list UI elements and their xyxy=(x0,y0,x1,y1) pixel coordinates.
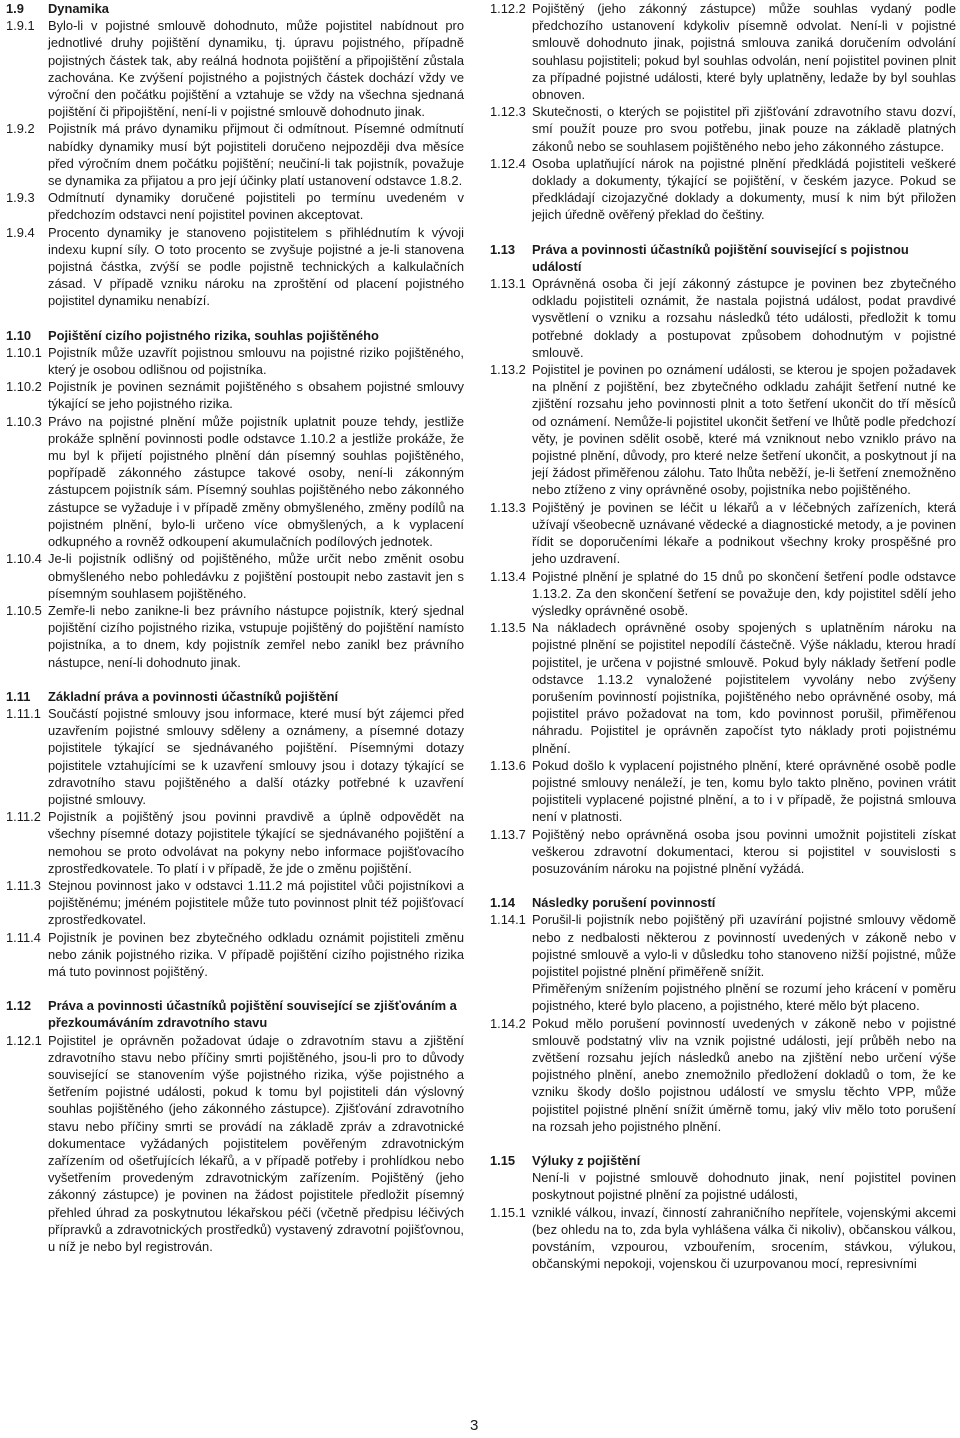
clause-number: 1.12.4 xyxy=(490,155,526,171)
heading-text: Následky porušení povinností xyxy=(532,895,716,911)
clause-text: Osoba uplatňující nárok na pojistné plnění předkládá pojistiteli veškeré doklady a dokumenty, týkající se pojištění, v českém jazyce. Pokud se předkládají cizojazyčné doklady a dokumenty, musí k nim být přiložen jejich úředně ověřený překlad do češtiny. xyxy=(532,155,956,223)
clause-number: 1.12.3 xyxy=(490,104,526,120)
clause-number: 1.14 xyxy=(490,895,516,911)
clause-number: 1.9.4 xyxy=(6,224,35,240)
clause-text: Zemře-li nebo zanikne-li bez právního nástupce pojistník, který sjednal pojištění cizího pojistného rizika, vstupuje pojištěný do pojištění namísto pojistníka, a to dnem, kdy pojistník zemřel nebo zanikl bez právního nástupce, není-li dohodnuto jinak. xyxy=(48,602,464,670)
clause-paragraph xyxy=(6,808,464,877)
right-column xyxy=(490,0,956,1272)
left-column xyxy=(6,0,464,1255)
clause-text: Oprávněná osoba či její zákonný zástupce je povinen bez zbytečného odkladu pojistiteli oznámit, že nastala pojistná událost, podat pravdivé vysvětlení o vzniku a rozsahu následků této události, předložit k tomu potřebné doklady a postupovat způsobem dohodnutým v pojistné smlouvě. xyxy=(532,276,956,360)
heading-text: Základní práva a povinnosti účastníků pojištění xyxy=(48,688,339,704)
clause-number: 1.10 xyxy=(6,327,32,343)
clause-paragraph xyxy=(490,757,956,826)
clause-text: Pokud mělo porušení povinností uvedených v zákoně nebo v pojistné smlouvě podstatný vliv na vznik pojistné události, její průběh nebo na zvětšení rozsahu jejích následků anebo na zjištění nebo určení výše pojistného plnění, anebo znemožnilo předložení dokladů o tom, že ke vzniku škody došlo pojistnou událostí ve smyslu těchto VPP, může pojistitel pojistné plnění snížit úměrně tomu, jaký vliv mělo toto porušení na rozsah jeho pojistného plnění. xyxy=(532,1015,956,1134)
clause-number: 1.11.4 xyxy=(6,929,41,945)
clause-text: Přiměřeným snížením pojistného plnění se rozumí jeho krácení v poměru pojistného, které bylo placeno, a pojistného, které mělo být placeno. xyxy=(532,981,956,1014)
clause-paragraph xyxy=(490,568,956,620)
clause-text: Pojistník a pojištěný jsou povinni pravdivě a úplně odpovědět na všechny písemné dotazy pojistitele týkající se sjednávaného pojištění a nemohou se proto odvolávat na pokyny nebo informace pojišťovacího zprostředkovatele. To platí i v případě, že jde o změnu pojištění. xyxy=(48,809,464,876)
clause-number: 1.13.5 xyxy=(490,620,526,636)
clause-number: 1.9.3 xyxy=(6,190,35,206)
section-gap xyxy=(490,1135,956,1152)
heading-text: Práva a povinnosti účastníků pojištění související se zjišťováním a přezkoumáváním zdravotního stavu xyxy=(48,998,457,1031)
clause-number: 1.14.1 xyxy=(490,912,526,928)
clause-text: Pojistník může uzavřít pojistnou smlouvu na pojistné riziko pojištěného, který je osobou odlišnou od pojistníka. xyxy=(48,344,464,378)
clause-number: 1.12.2 xyxy=(490,1,526,16)
clause-paragraph xyxy=(6,705,464,808)
clause-number: 1.12.1 xyxy=(6,1032,42,1048)
clause-paragraph xyxy=(490,826,956,878)
clause-text: Pokud došlo k vyplacení pojistného plnění, které oprávněné osobě podle pojistné smlouvy nenáleží, je ten, komu bylo takto plněno, povinen vrátit pojistiteli vyplacené pojistné plnění, a to i v případě, že pojistná smlouva není v platnosti. xyxy=(532,757,956,825)
clause-number: 1.9.1 xyxy=(6,18,35,34)
clause-text: Pojistné plnění je splatné do 15 dnů po skončení šetření podle odstavce 1.13.2. Za den skončení šetření se považuje den, kdy pojistitel sdělí jeho výsledky oprávněné osobě. xyxy=(532,568,956,618)
clause-text: Procento dynamiky je stanoveno pojistitelem s přihlédnutím k vývoji indexu kupní síly. O toto procento se zvyšuje pojistné a je-li stanovena pojistná částka, zvýší se podle pojistně technických a kalkulačních zásad. V případě vzniku nároku na zproštění od placení pojistného pojistitel dynamiku nenabízí. xyxy=(48,224,464,309)
clause-paragraph xyxy=(490,1169,956,1203)
section-heading xyxy=(490,241,956,275)
clause-paragraph xyxy=(490,361,956,499)
clause-text: Pojistník má právo dynamiku přijmout či odmítnout. Písemné odmítnutí nabídky dynamiky musí být pojistiteli doručeno nejpozději dva měsíce před výročním dnem počátku pojištění; neučiní-li tak pojistník, považuje se dynamika za přijatou a pro její účinky platí ustanovení odstavce 1.8.2. xyxy=(48,121,464,189)
clause-paragraph xyxy=(490,980,956,1014)
clause-text: Stejnou povinnost jako v odstavci 1.11.2 má pojistitel vůči pojistníkovi a pojištěnému; jméném pojistitele může tuto povinnost plnit též pojišťovací zprostředkovatel. xyxy=(48,877,464,928)
clause-paragraph xyxy=(6,929,464,981)
section-heading xyxy=(490,1152,956,1169)
clause-text: Pojištěný nebo oprávněná osoba jsou povinni umožnit pojistiteli získat veškerou zdravotní dokumentaci, kterou si pojistitel v souvislosti s posuzováním nároku na pojistné plnění vyžádá. xyxy=(532,826,956,876)
clause-text: Není-li v pojistné smlouvě dohodnuto jinak, není pojistitel povinen poskytnout pojistné plnění za pojistné události, xyxy=(532,1170,956,1203)
clause-text: Pojistitel je povinen po oznámení události, se kterou je spojen požadavek na plnění z pojištění, bez zbytečného odkladu zahájit šetření nutné ke zjištění rozsahu jeho povinnosti plnit a toto šetření ukončit do tří měsíců od oznámení. Nemůže-li pojistitel ukončit šetření ve lhůtě podle předchozí věty, je povinen sdělit osobě, které má vzniknout nebo vzniklo právo na pojistné plnění, důvody, pro které nelze šetření ukončit, a poskytnout jí na její žádost přiměřenou zálohu. Tato lhůta neběží, je-li šetření znemožněno nebo ztíženo z viny oprávněné osoby, pojistníka nebo pojištěného. xyxy=(532,362,956,498)
clause-number xyxy=(490,1169,532,1203)
clause-paragraph xyxy=(6,120,464,189)
clause-number: 1.11.1 xyxy=(6,705,41,721)
section-heading xyxy=(6,997,464,1031)
clause-paragraph xyxy=(490,275,956,361)
clause-number xyxy=(490,980,532,1014)
clause-paragraph xyxy=(490,1204,956,1273)
section-gap xyxy=(490,877,956,894)
section-heading xyxy=(6,688,464,705)
clause-paragraph xyxy=(6,189,464,223)
heading-text: Dynamika xyxy=(48,1,109,16)
clause-paragraph xyxy=(6,877,464,929)
heading-text: Výluky z pojištění xyxy=(532,1153,641,1168)
clause-text: Bylo-li v pojistné smlouvě dohodnuto, může pojistitel nabídnout pro jednotlivé druhy pojištění dynamiku, tj. úpravu pojistného, případně pojistných částek tak, aby reálná hodnota pojištění a připojištění zůstala zachována. Ke zvýšení pojistného a pojistných částek dochází vždy ve výroční den počátku pojištění a vztahuje se vždy na všechna sjednaná pojištění či připojištění, není-li v pojistné smlouvě dohodnuto jinak. xyxy=(48,18,464,120)
clause-number: 1.13 xyxy=(490,241,516,257)
page-number: 3 xyxy=(470,1417,479,1434)
clause-number: 1.10.2 xyxy=(6,379,42,395)
clause-paragraph xyxy=(6,17,464,120)
clause-text: Součástí pojistné smlouvy jsou informace, které musí být zájemci před uzavřením pojistné smlouvy sděleny a oznámeny, a písemné dotazy pojistitele týkající se sjednávaného pojištění. Písemnými dotazy pojistitele vztahujícími se k uzavření smlouvy jsou i dotazy týkající se zdravotního stavu pojištěného a další otázky potřebné k uzavření pojistné smlouvy. xyxy=(48,705,464,807)
clause-number: 1.10.3 xyxy=(6,413,42,429)
clause-number: 1.9.2 xyxy=(6,121,35,137)
section-gap xyxy=(490,224,956,241)
clause-paragraph xyxy=(490,1015,956,1135)
clause-paragraph xyxy=(490,619,956,757)
clause-paragraph xyxy=(490,103,956,155)
clause-number: 1.11.3 xyxy=(6,877,41,893)
clause-text: Pojistník je povinen bez zbytečného odkladu oznámit pojistiteli změnu nebo zánik pojistného rizika. V případě pojištění cizího pojistného rizika má tuto povinnost pojištěný. xyxy=(48,929,464,979)
clause-number: 1.10.4 xyxy=(6,551,42,567)
clause-text: Pojistitel je oprávněn požadovat údaje o zdravotním stavu a zjištění zdravotního stavu nebo příčiny smrti pojištěného, jsou-li pro to důvody související se stanovením výše pojistného rizika, výše pojistného a šetřením pojistné události, pokud k tomu byl pojistiteli dán výslovný souhlas pojištěného (jeho zákonného zástupce). Zjišťování zdravotního stavu nebo příčiny smrti se provádí na základě zpráv a zdravotnické dokumentace vyžádaných pojistitelem pověřeným zdravotnickým zařízením od ošetřujících lékařů, a v případě potřeby i prohlídkou nebo vyšetřením provedeným zdravotnickým zařízením. Pojištěný (jeho zákonný zástupce) je povinen na žádost pojistitele předložit písemný přehled úhrad za poskytnutou lékařskou péči (včetně předpisu léčivých přípravků a zdravotnických prostředků) vystavený zdravotní pojišťovnou, u níž je nebo byl registrován. xyxy=(48,1032,464,1255)
clause-number: 1.9 xyxy=(6,1,24,16)
clause-text: Pojistník je povinen seznámit pojištěného s obsahem pojistné smlouvy týkající se jeho pojistného rizika. xyxy=(48,379,464,412)
clause-number: 1.11 xyxy=(6,688,31,704)
clause-number: 1.15.1 xyxy=(490,1204,526,1220)
clause-paragraph xyxy=(6,344,464,378)
heading-text: Práva a povinnosti účastníků pojištění související s pojistnou událostí xyxy=(532,241,909,274)
clause-text: Skutečnosti, o kterých se pojistitel při zjišťování zdravotního stavu dozví, smí použít pouze pro svou potřebu, jinak pouze na základě platných zákonů nebo se souhlasem pojištěného nebo jeho zákonného zástupce. xyxy=(532,104,956,154)
clause-text: Odmítnutí dynamiky doručené pojistiteli po termínu uvedeném v předchozím odstavci není pojistitel povinen akceptovat. xyxy=(48,190,464,223)
section-gap xyxy=(6,980,464,997)
clause-number: 1.10.1 xyxy=(6,344,42,360)
clause-number: 1.10.5 xyxy=(6,602,42,618)
clause-text: Pojištěný (jeho zákonný zástupce) může souhlas vydaný podle předchozího ustanovení kdykoliv písemně odvolat. Není-li v pojistné smlouvě dohodnuto jinak, pojistná smlouva zaniká doručením odvolání souhlasu pojistiteli; pokud byl souhlas odvolán, není pojistitel povinen plnit za případné pojistné události, které byly uplatněny, ledaže by byl souhlas obnoven. xyxy=(532,1,956,103)
section-gap xyxy=(6,671,464,688)
clause-number: 1.15 xyxy=(490,1153,516,1168)
clause-number: 1.13.1 xyxy=(490,276,526,292)
clause-text: Porušil-li pojistník nebo pojištěný při uzavírání pojistné smlouvy vědomě nebo z nedbalosti některou z povinností uvedených v zákoně nebo v pojistné smlouvě a vylo-li v důsledku toho stanoveno nižší pojistné, může pojistitel pojistné plnění přiměřeně snížit. xyxy=(532,912,956,979)
clause-paragraph xyxy=(6,602,464,671)
clause-paragraph xyxy=(490,499,956,568)
clause-number: 1.13.6 xyxy=(490,757,526,773)
clause-number: 1.13.4 xyxy=(490,568,526,584)
section-heading xyxy=(6,0,464,17)
clause-number: 1.12 xyxy=(6,998,32,1014)
clause-paragraph xyxy=(6,413,464,551)
clause-text: Na nákladech oprávněné osoby spojených s uplatněním nároku na pojistné plnění se pojistitel nepodílí částečně. Výše nákladu, kterou hradí pojistitel, je určena v pojistné smlouvě. Pokud byly náklady šetření podle odstavce 1.13.2 vynaložené pojistitelem vyvolány nebo zvýšeny porušením povinností pojistníka, pojištěného nebo oprávněné osoby, má pojistitel právo požadovat na tom, kdo povinnost porušil, přiměřenou náhradu. Pojistitel je oprávněn započíst tyto náklady proti pojistnému plnění. xyxy=(532,620,956,756)
clause-text: Pojištěný je povinen se léčit u lékařů a v léčebných zařízeních, která užívají všeobecně uznávané vědecké a diagnostické metody, a je povinen řídit se doporučeními lékaře a podnikout všechny kroky prospěšné pro jeho uzdravení. xyxy=(532,499,956,567)
clause-paragraph xyxy=(490,155,956,224)
section-heading xyxy=(6,327,464,344)
section-heading xyxy=(490,894,956,911)
clause-number: 1.11.2 xyxy=(6,809,41,825)
clause-number: 1.13.3 xyxy=(490,499,526,515)
clause-number: 1.13.2 xyxy=(490,362,526,378)
clause-number: 1.14.2 xyxy=(490,1015,526,1031)
clause-paragraph xyxy=(6,378,464,412)
clause-paragraph xyxy=(6,550,464,602)
clause-text: vzniklé válkou, invazí, činností zahraničního nepřítele, vojenskými akcemi (bez ohledu na to, zda byla vyhlášena válka či nikoliv), občanskou válkou, povstáním, vzpourou, vzbouřením, srocením, stávkou, výlukou, občanskými nepokoji, vojenskou či uzurpovanou mocí, represivními xyxy=(532,1204,956,1272)
clause-text: Je-li pojistník odlišný od pojištěného, může určit nebo změnit osobu obmyšleného nebo pohledávku z pojištění postoupit nebo zastavit jen s písemným souhlasem pojištěného. xyxy=(48,551,464,601)
clause-text: Právo na pojistné plnění může pojistník uplatnit pouze tehdy, jestliže prokáže splnění povinnosti podle odstavce 1.10.2 a jestliže prokáže, že mu byl k přijetí pojistného plnění dán písemný souhlas pojištěného, popřípadě zákonného zástupce takové osoby, není-li zákonným zástupcem pojistník sám. Písemný souhlas pojištěného nebo zákonného zástupce se vyžaduje i v případě změny obmyšleného, změny podílů na pojistném plnění, bylo-li určeno více obmyšlených, a k vyplacení odkupného a rovněž odkoupení akumulačních podílových jednotek. xyxy=(48,413,464,550)
clause-paragraph xyxy=(490,0,956,103)
clause-paragraph xyxy=(6,224,464,310)
clause-paragraph xyxy=(490,911,956,980)
clause-paragraph xyxy=(6,1032,464,1256)
clause-number: 1.13.7 xyxy=(490,826,526,842)
heading-text: Pojištění cizího pojistného rizika, souhlas pojištěného xyxy=(48,327,379,343)
section-gap xyxy=(6,310,464,327)
